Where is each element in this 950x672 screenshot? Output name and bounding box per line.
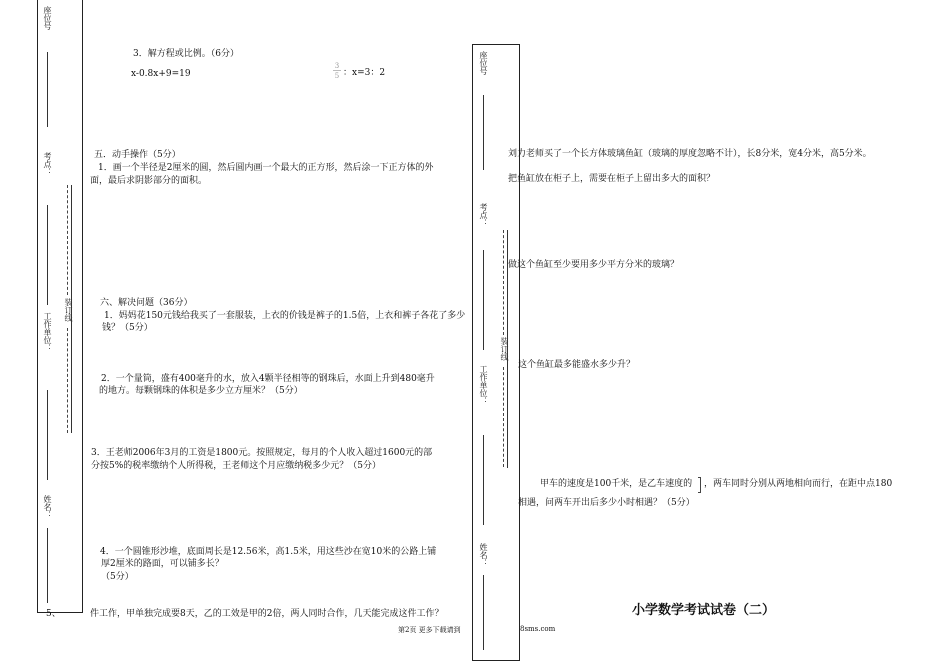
name-line xyxy=(47,528,48,603)
section5-q1-line1: 1．画一个半径是2厘米的圆，然后圆内画一个最大的正方形，然后涂一下正方体的外 xyxy=(98,163,434,173)
speed-question-line1a: 甲车的速度是100千米，是乙车速度的 xyxy=(540,479,693,489)
exam-site-line-2 xyxy=(483,250,484,350)
q3-title: 3．解方程或比例。（6分） xyxy=(133,49,239,59)
binding-dashed-line-upper xyxy=(67,185,68,295)
q3-fraction-denominator: 5 xyxy=(334,72,340,80)
work-unit-line-2 xyxy=(483,435,484,525)
section6-q4-line3: （5分） xyxy=(101,572,134,582)
section6-q4-line2: 厚2厘米的路面，可以铺多长？ xyxy=(101,559,224,569)
exam-site-label: 考点： xyxy=(43,152,52,176)
tank-question-line2: 把鱼缸放在柜子上，需要在柜子上留出多大的面积？ xyxy=(508,174,716,184)
section6-q1-line1: 1．妈妈花150元钱给我买了一套服装，上衣的价钱是裤子的1.5倍，上衣和裤子各花了多少 xyxy=(104,311,466,321)
q3-fraction-numerator: 3 xyxy=(334,62,340,70)
section6-q2-line1: 2．一个量筒，盛有400毫升的水，放入4颗半径相等的钢珠后，水面上升到480毫升 xyxy=(101,374,435,384)
binding-dashed-line-lower-2 xyxy=(503,367,504,467)
section5-q1-line2: 面，最后求阴影部分的面积。 xyxy=(90,176,208,186)
seat-number-line xyxy=(47,52,48,127)
section6-q3-line2: 分按5%的税率缴纳个人所得税，王老师这个月应缴纳税多少元？（5分） xyxy=(91,461,382,471)
binding-line-label: 装订线 xyxy=(64,298,73,322)
section6-q1-line2: 钱？（5分） xyxy=(102,323,153,333)
section6-q5-prefix: 5、 xyxy=(46,609,61,619)
seat-number-line-2 xyxy=(483,95,484,170)
exam-title: 小学数学考试试卷（二） xyxy=(632,603,776,618)
q3-equation-1: x-0.8x+9=19 xyxy=(131,69,191,79)
tank-question-part3: 这个鱼缸最多能盛水多少升？ xyxy=(518,360,636,370)
tank-question-line1: 刘力老师买了一个长方体玻璃鱼缸（玻璃的厚度忽略不计），长8分米，宽4分米，高5分米。 xyxy=(508,149,872,159)
binding-dashed-line-lower xyxy=(67,328,68,433)
name-line-2 xyxy=(483,575,484,650)
section6-title: 六、解决问题（36分） xyxy=(100,298,193,308)
footer-left: 第2页 更多下载请到 xyxy=(398,626,461,634)
section6-q5-text: 件工作，甲单独完成要8天，乙的工效是甲的2倍，两人同时合作，几天能完成这件工作？ xyxy=(90,609,444,619)
binding-line-label-2: 装订线 xyxy=(500,337,509,361)
name-label-2: 姓名： xyxy=(479,543,488,567)
speed-question-blank xyxy=(698,477,701,493)
q3-equation-2: ：x=3：2 xyxy=(343,68,386,78)
name-label: 姓名： xyxy=(43,495,52,519)
exam-site-label-2: 考点： xyxy=(479,203,488,227)
work-unit-label: 工作单位： xyxy=(43,312,52,352)
section5-title: 五．动手操作（5分） xyxy=(94,150,181,160)
section6-q3-line1: 3．王老师2006年3月的工资是1800元。按照规定，每月的个人收入超过1600元的部 xyxy=(91,448,433,458)
section6-q2-line2: 的地方。每颗钢珠的体积是多少立方厘米？（5分） xyxy=(99,386,303,396)
work-unit-line xyxy=(47,390,48,480)
work-unit-label-2: 工作单位： xyxy=(479,365,488,405)
seat-number-label: 座位号 xyxy=(43,6,52,30)
binding-solid-line xyxy=(71,185,72,433)
binding-dashed-line-upper-2 xyxy=(503,230,504,335)
seat-number-label-2: 座位号 xyxy=(479,51,488,75)
tank-question-part2: 做这个鱼缸至少要用多少平方分米的玻璃？ xyxy=(508,260,680,270)
right-binding-strip xyxy=(472,44,520,661)
exam-site-line xyxy=(47,205,48,305)
speed-question-line1b: ，两车同时分别从两地相向而行，在距中点180 xyxy=(704,479,893,489)
section6-q4-line1: 4．一个圆锥形沙堆，底面周长是12.56米，高1.5米，用这些沙在宽10米的公路上铺 xyxy=(100,547,437,557)
footer-right: 8sms.com xyxy=(520,625,556,633)
speed-question-line2: 相遇，问两车开出后多少小时相遇？（5分） xyxy=(518,498,695,508)
left-binding-strip xyxy=(37,0,83,613)
